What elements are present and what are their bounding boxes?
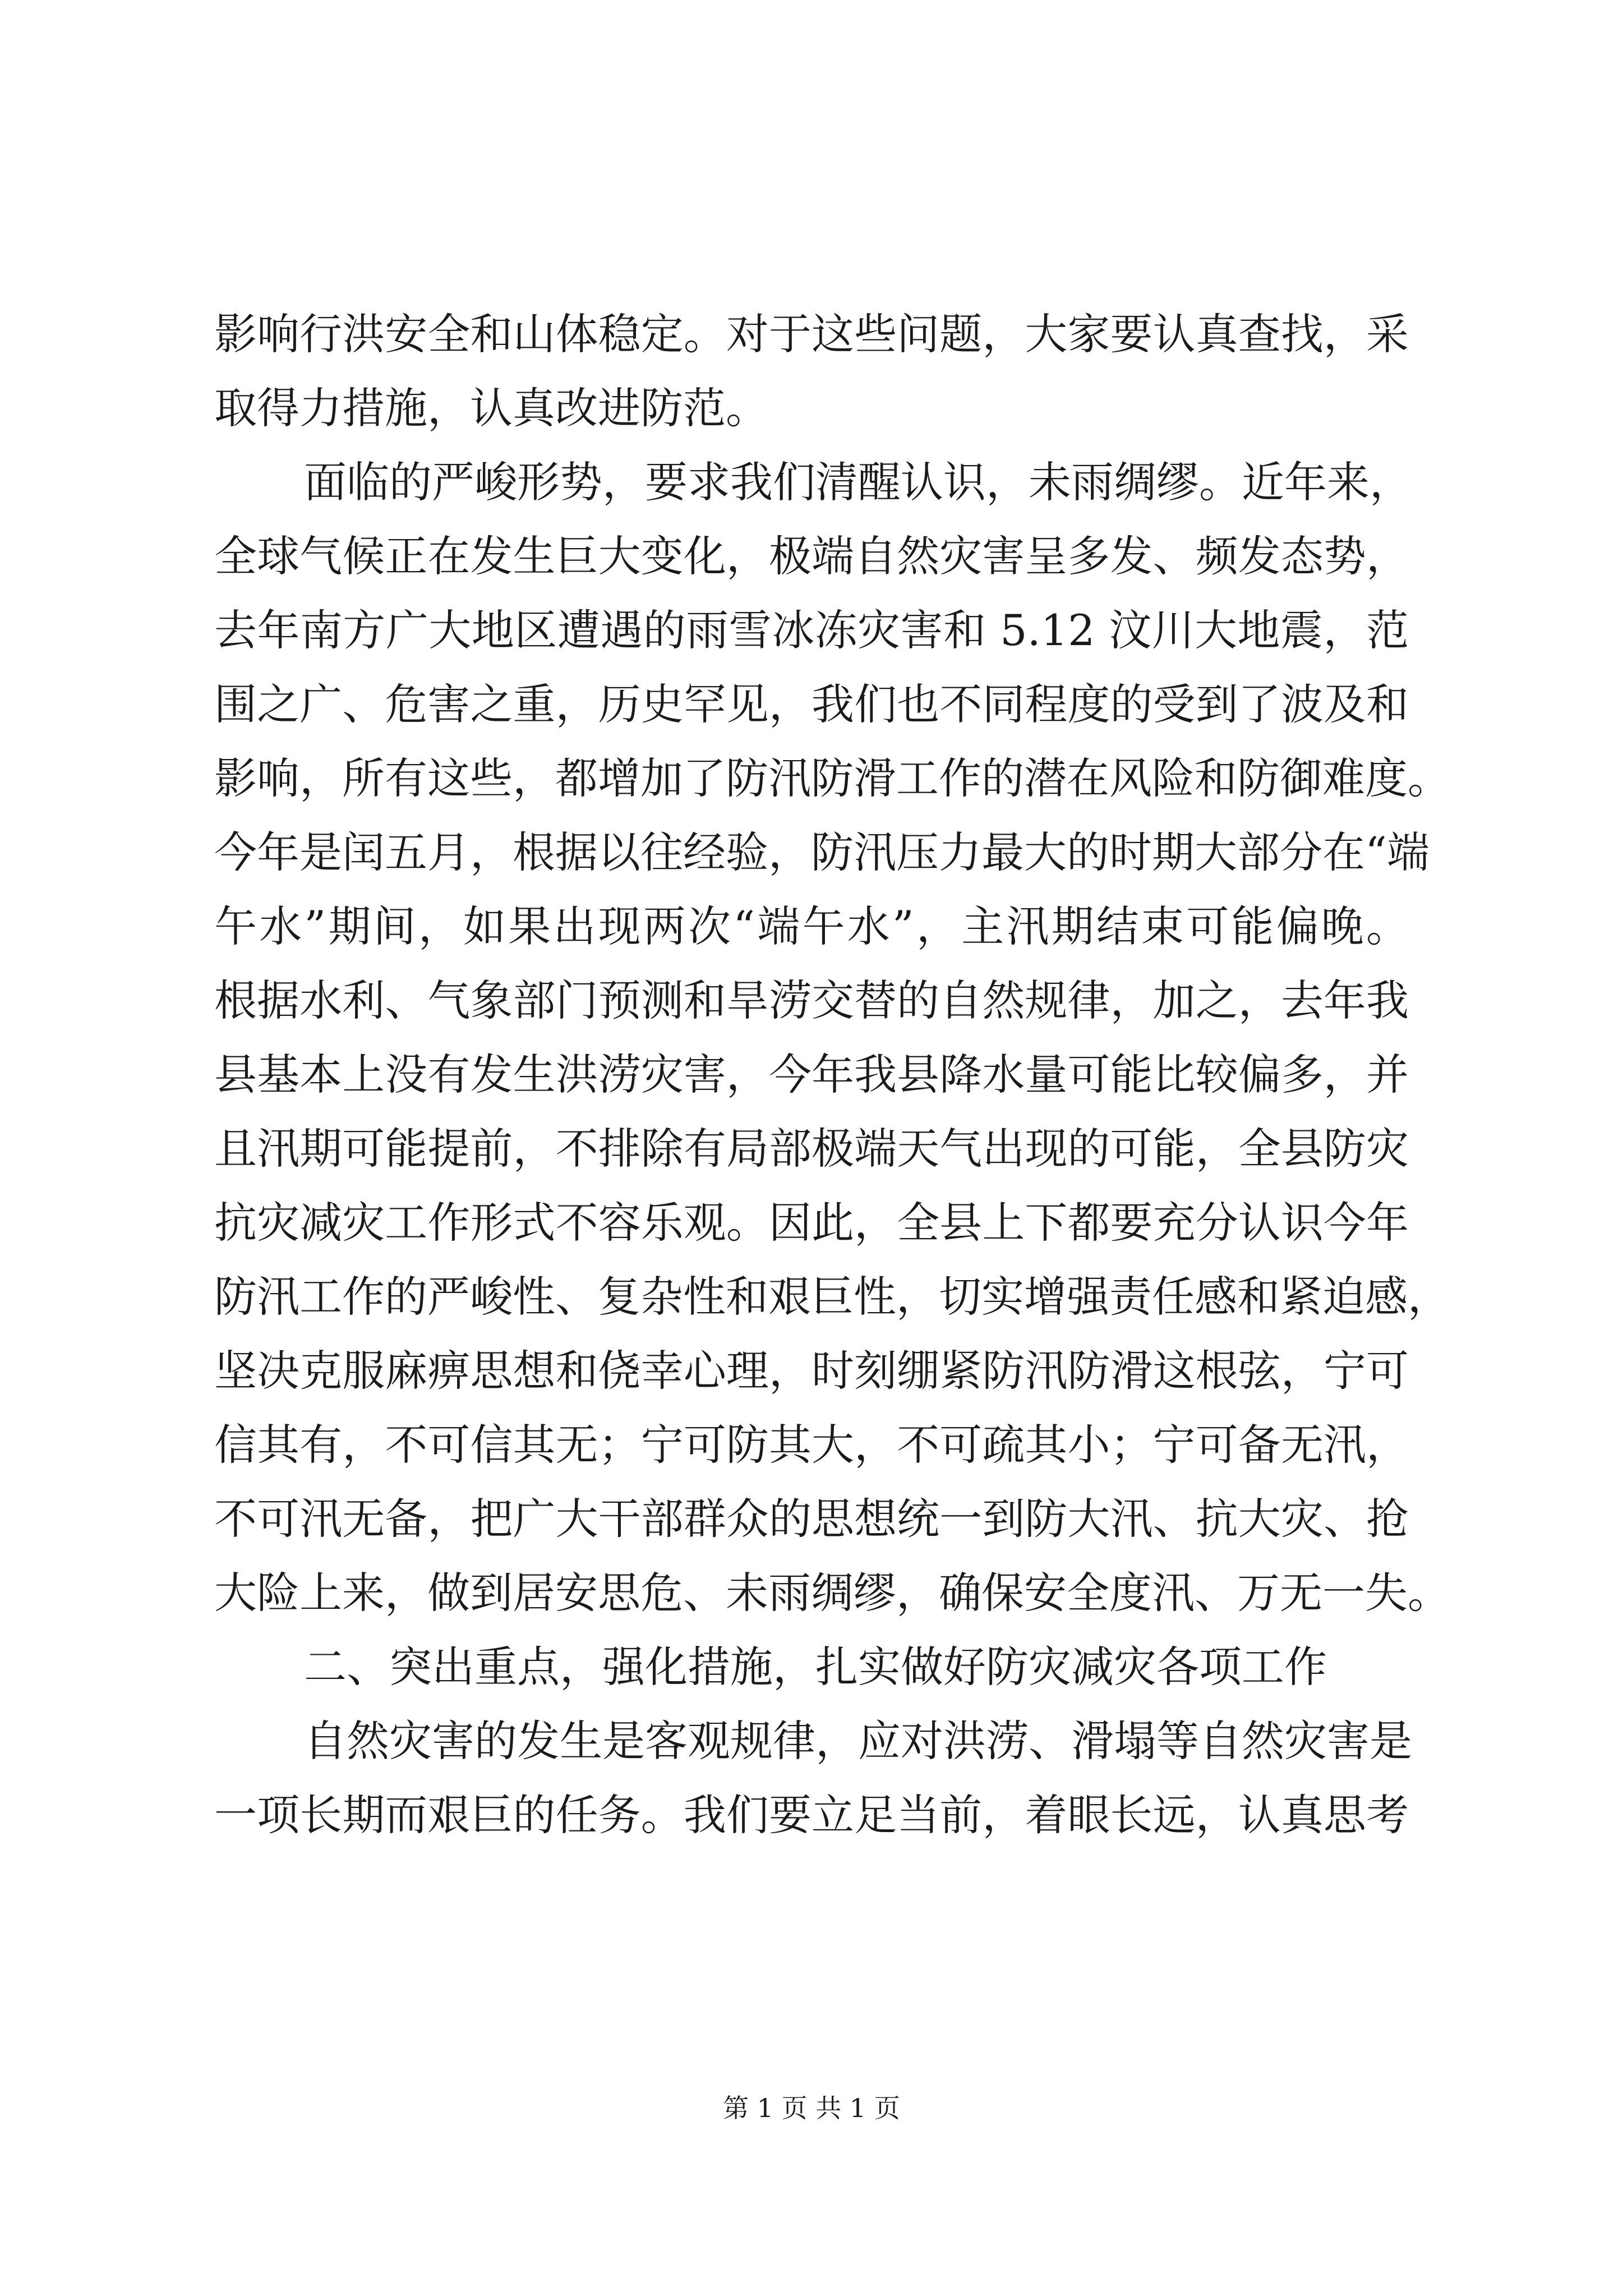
text-line: 根据水利、气象部门预测和旱涝交替的自然规律，加之，去年我 xyxy=(214,976,1409,1025)
text-line: 抗灾减灾工作形式不容乐观。因此，全县上下都要充分认识今年 xyxy=(214,1198,1409,1248)
text-line: 信其有，不可信其无；宁可防其大，不可疏其小；宁可备无汛， xyxy=(214,1420,1409,1470)
page-footer: 第 1 页 共 1 页 xyxy=(723,2093,900,2123)
text-line: 自然灾害的发生是客观规律，应对洪涝、滑塌等自然灾害是 xyxy=(304,1716,1412,1766)
text-line: 今年是闰五月，根据以往经验，防汛压力最大的时期大部分在“端 xyxy=(214,827,1430,877)
text-line: 午水”期间，如果出现两次“端午水”，主汛期结束可能偏晚。 xyxy=(214,901,1409,951)
text-line: 取得力措施，认真改进防范。 xyxy=(214,383,768,433)
text-line: 一项长期而艰巨的任务。我们要立足当前，着眼长远，认真思考 xyxy=(214,1790,1409,1840)
text-line: 防汛工作的严峻性、复杂性和艰巨性，切实增强责任感和紧迫感， xyxy=(214,1272,1450,1322)
text-line: 坚决克服麻痹思想和侥幸心理，时刻绷紧防汛防滑这根弦，宁可 xyxy=(214,1346,1409,1396)
text-line: 影响，所有这些，都增加了防汛防滑工作的潜在风险和防御难度。 xyxy=(214,753,1450,803)
text-line: 不可汛无备，把广大干部群众的思想统一到防大汛、抗大灾、抢 xyxy=(214,1494,1409,1544)
text-line: 且汛期可能提前，不排除有局部极端天气出现的可能，全县防灾 xyxy=(214,1124,1409,1174)
text-line: 围之广、危害之重，历史罕见，我们也不同程度的受到了波及和 xyxy=(214,679,1409,729)
text-line: 全球气候正在发生巨大变化，极端自然灾害呈多发、频发态势， xyxy=(214,531,1409,581)
text-line: 去年南方广大地区遭遇的雨雪冰冻灾害和 5.12 汶川大地震，范 xyxy=(214,605,1409,655)
text-line: 大险上来，做到居安思危、未雨绸缪，确保安全度汛、万无一失。 xyxy=(214,1568,1450,1618)
text-line: 面临的严峻形势，要求我们清醒认识，未雨绸缪。近年来， xyxy=(304,457,1412,507)
text-line: 县基本上没有发生洪涝灾害，今年我县降水量可能比较偏多，并 xyxy=(214,1050,1409,1099)
section-heading: 二、突出重点，强化措施，扎实做好防灾减灾各项工作 xyxy=(304,1642,1327,1692)
text-line: 影响行洪安全和山体稳定。对于这些问题，大家要认真查找，采 xyxy=(214,309,1409,359)
body-text xyxy=(214,297,1450,1852)
